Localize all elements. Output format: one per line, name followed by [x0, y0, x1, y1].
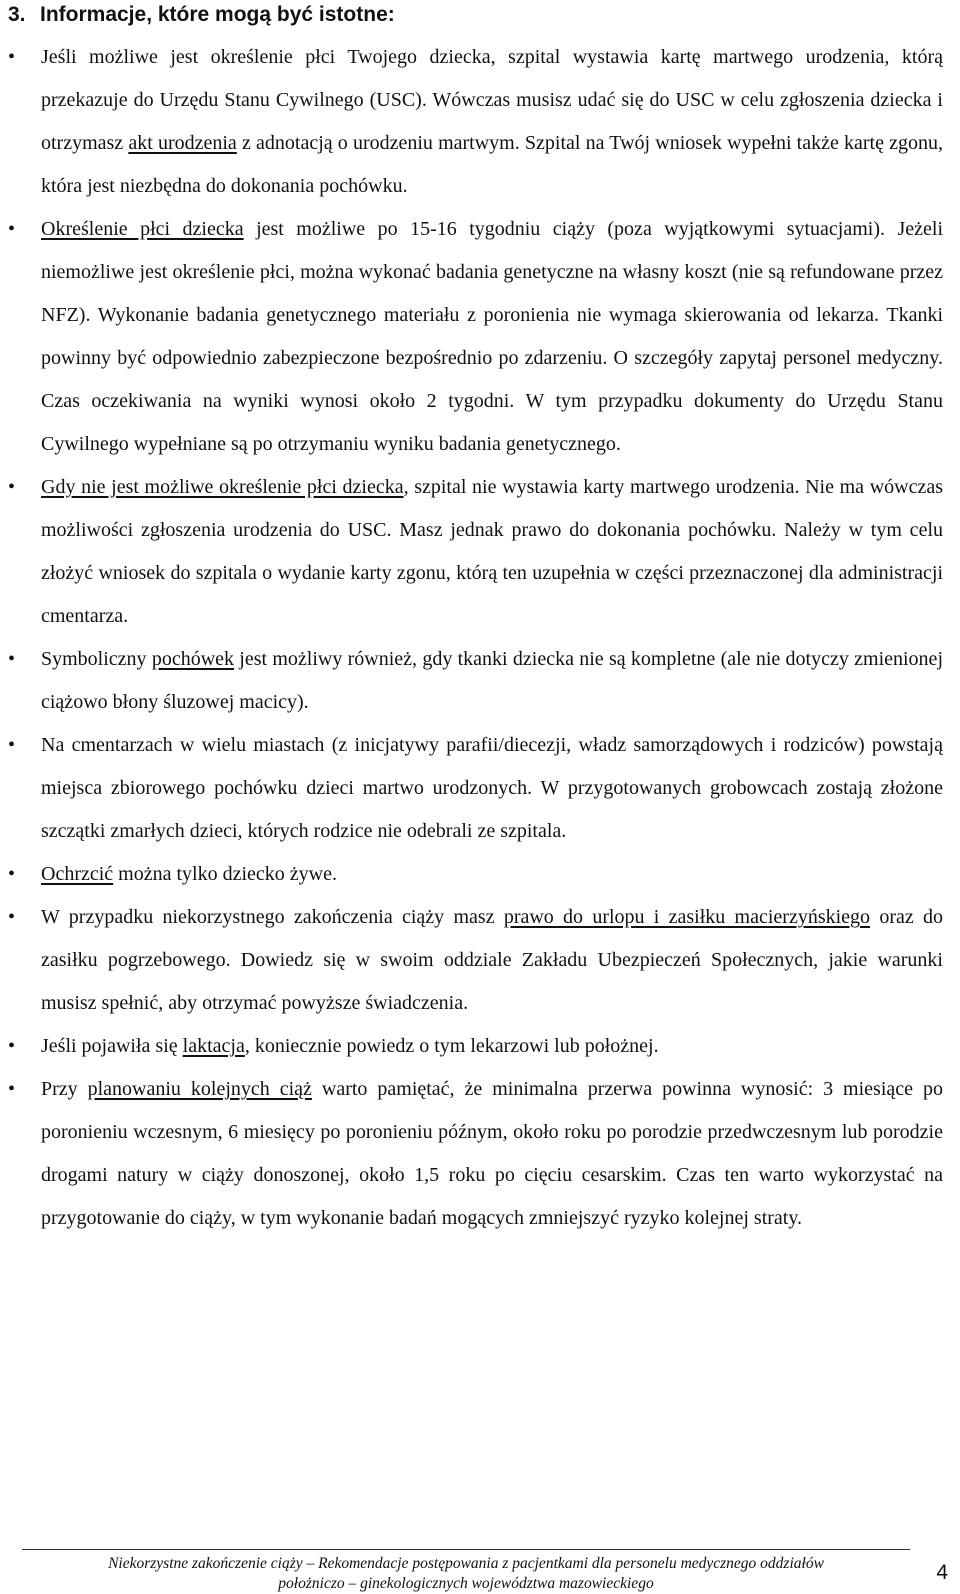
list-item-collective-burial: [8, 724, 943, 853]
bullet-icon: •: [8, 476, 16, 498]
footer-line-1: Niekorzystne zakończenie ciąży – Rekomendacje postępowania z pacjentkami dla personelu medycznego oddziałów: [108, 1555, 824, 1572]
item-text: warto pamiętać, że minimalna przerwa powinna wynosić: 3 miesiące po poronieniu wczesnym, 6 miesięcy po poronieniu późnym, około roku po porodzie przedwczesnym lub porodzie drogami natury w ciąży donoszonej, około 1,5 roku po cięciu cesarskim. Czas ten warto wykorzystać na przygotowanie do ciąży, w tym wykonanie badań mogących zmniejszyć ryzyko kolejnej straty.: [41, 1078, 943, 1229]
link-planning-pregnancy[interactable]: planowaniu kolejnych ciąż: [87, 1078, 312, 1100]
footer-line-2: położniczo – ginekologicznych województwa mazowieckiego: [278, 1575, 654, 1592]
item-text: Jeśli możliwe jest określenie płci Twojego dziecka, szpital wystawia kartę martwego urodzenia, którą przekazuje do Urzędu Stanu Cywilnego (USC). Wówczas musisz udać się do USC w celu zgłoszenia dziecka i otrzymasz: [41, 46, 943, 154]
list-item-death-certificate: [8, 36, 944, 208]
item-text: Jeśli pojawiła się: [41, 1035, 183, 1057]
item-text: z adnotacją o urodzeniu martwym. Szpital na Twój wniosek wypełni także kartę zgonu, która jest niezbędna do dokonania pochówku.: [41, 132, 944, 197]
list-item-baptism: [8, 853, 943, 896]
information-list: [0, 36, 960, 1240]
page-number: 4: [936, 1561, 948, 1584]
section-heading: [8, 2, 395, 28]
bullet-icon: •: [8, 218, 16, 240]
bullet-icon: •: [8, 648, 16, 670]
page-footer: [0, 1549, 960, 1593]
footer-divider: [22, 1549, 910, 1550]
list-item-lactation: [8, 1025, 943, 1068]
bullet-icon: •: [8, 46, 16, 68]
bullet-icon: •: [8, 1078, 16, 1100]
item-text: jest możliwy również, gdy tkanki dziecka nie są kompletne (ale nie dotyczy zmienionej ciążowo błony śluzowej macicy).: [41, 648, 943, 713]
link-lactation[interactable]: laktacja: [182, 1035, 245, 1057]
item-text: Symboliczny: [41, 648, 152, 670]
footer-text: [22, 1554, 910, 1594]
list-item-next-pregnancy: [8, 1068, 943, 1240]
link-sex-undetermined[interactable]: Gdy nie jest możliwe określenie płci dziecka: [41, 476, 404, 498]
item-text: można tylko dziecko żywe.: [113, 863, 337, 885]
section-title: Informacje, które mogą być istotne:: [40, 3, 395, 26]
item-text: Na cmentarzach w wielu miastach (z inicjatywy parafii/diecezji, władz samorządowych i rodziców) powstają miejsca zbiorowego pochówku dzieci martwo urodzonych. W przygotowanych grobowcach zostają złożone szczątki zmarłych dzieci, których rodzice nie odebrali ze szpitala.: [41, 734, 943, 842]
list-item-sex-determination: [8, 208, 944, 466]
link-baptism[interactable]: Ochrzcić: [41, 863, 114, 885]
bullet-icon: •: [8, 1035, 16, 1057]
item-text: , szpital nie wystawia karty martwego urodzenia. Nie ma wówczas możliwości zgłoszenia urodzenia do USC. Masz jednak prawo do dokonania pochówku. Należy w tym celu złożyć wniosek do szpitala o wydanie karty zgonu, którą ten uzupełnia w części przeznaczonej dla administracji cmentarza.: [41, 476, 943, 627]
link-birth-certificate[interactable]: akt urodzenia: [128, 132, 237, 154]
link-burial[interactable]: pochówek: [151, 648, 235, 670]
item-text: Przy: [41, 1078, 88, 1100]
link-maternity-leave[interactable]: prawo do urlopu i zasiłku macierzyńskiego: [503, 906, 871, 928]
bullet-icon: •: [8, 906, 16, 928]
item-text: oraz do zasiłku pogrzebowego. Dowiedz się w swoim oddziale Zakładu Ubezpieczeń Społecznych, jakie warunki musisz spełnić, aby otrzymać powyższe świadczenia.: [41, 906, 943, 1014]
item-text: jest możliwe po 15-16 tygodniu ciąży (poza wyjątkowymi sytuacjami). Jeżeli niemożliwe jest określenie płci, można wykonać badania genetyczne na własny koszt (nie są refundowane przez NFZ). Wykonanie badania genetycznego materiału z poronienia nie wymaga skierowania od lekarza. Tkanki powinny być odpowiednio zabezpieczone bezpośrednio po zdarzeniu. O szczegóły zapytaj personel medyczny. Czas oczekiwania na wyniki wynosi około 2 tygodni. W tym przypadku dokumenty do Urzędu Stanu Cywilnego wypełniane są po otrzymaniu wyniku badania genetycznego.: [41, 218, 944, 455]
link-sex-determination[interactable]: Określenie płci dziecka: [41, 218, 244, 240]
list-item-maternity-leave: [8, 896, 943, 1025]
list-item-sex-undetermined: [8, 466, 943, 638]
section-number: 3.: [8, 3, 26, 26]
bullet-icon: •: [8, 863, 16, 885]
bullet-icon: •: [8, 734, 16, 756]
item-text: W przypadku niekorzystnego zakończenia ciąży masz: [41, 906, 504, 928]
item-text: , koniecznie powiedz o tym lekarzowi lub położnej.: [244, 1035, 659, 1057]
list-item-symbolic-burial: [8, 638, 943, 724]
